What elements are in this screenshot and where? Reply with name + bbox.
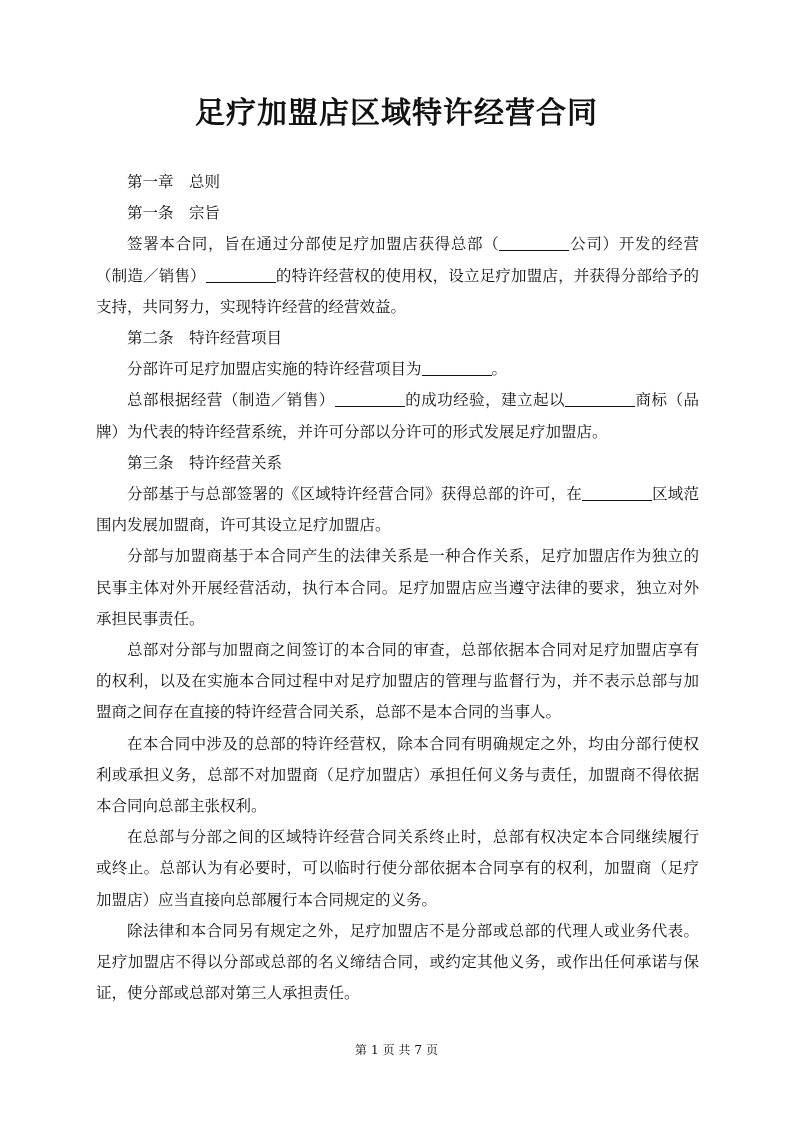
blank-line [499, 235, 569, 252]
paragraph: 签署本合同，旨在通过分部使足疗加盟店获得总部（ 公司）开发的经营（制造／销售） 的特许经营权的使用权，设立足疗加盟店，并获得分部给予的支持，共同努力，实现特许经营的经营效益。 [96, 235, 699, 316]
blank-line [335, 391, 405, 408]
article-heading: 第二条 特许经营项目 [127, 329, 283, 348]
footer-label: 页 共 [382, 1043, 411, 1057]
page-footer [0, 1040, 793, 1060]
footer-label: 页 [426, 1043, 439, 1057]
chapter-heading: 第一章 总则 [127, 173, 221, 191]
article-heading: 第一条 宗旨 [127, 204, 221, 223]
paragraph: 在本合同中涉及的总部的特许经营权，除本合同有明确规定之外，均由分部行使权利或承担义务，总部不对加盟商（足疗加盟店）承担任何义务与责任，加盟商不得依据本合同向总部主张权利。 [96, 734, 699, 816]
paragraph: 分部基于与总部签署的《区域特许经营合同》获得总部的许可，在 区域范围内发展加盟商，许可其设立足疗加盟店。 [96, 485, 699, 535]
blank-line [565, 391, 635, 408]
footer-label: 第 [354, 1043, 367, 1057]
total-pages-number: 7 [414, 1043, 423, 1057]
current-page-number: 1 [370, 1043, 379, 1057]
paragraph: 在总部与分部之间的区域特许经营合同关系终止时，总部有权决定本合同继续履行或终止。总部认为有必要时，可以临时行使分部依据本合同享有的权利，加盟商（足疗加盟店）应当直接向总部履行本合同规定的义务。 [96, 828, 699, 909]
article-heading: 第三条 特许经营关系 [127, 453, 283, 472]
document-title: 足疗加盟店区域特许经营合同 [195, 96, 598, 131]
paragraph: 分部许可足疗加盟店实施的特许经营项目为 。 [127, 360, 508, 379]
blank-line [206, 266, 276, 283]
document-body [96, 167, 699, 1009]
paragraph: 总部对分部与加盟商之间签订的本合同的审查，总部依据本合同对足疗加盟店享有的权利，以及在实施本合同过程中对足疗加盟店的管理与监督行为，并不表示总部与加盟商之间存在直接的特许经营合同关系，总部不是本合同的当事人。 [96, 641, 699, 722]
paragraph: 分部与加盟商基于本合同产生的法律关系是一种合作关系，足疗加盟店作为独立的民事主体对外开展经营活动，执行本合同。足疗加盟店应当遵守法律的要求，独立对外承担民事责任。 [96, 547, 699, 628]
paragraph: 总部根据经营（制造／销售） 的成功经验，建立起以 商标（品牌）为代表的特许经营系统，并许可分部以分许可的形式发展足疗加盟店。 [96, 391, 699, 441]
paragraph: 除法律和本合同另有规定之外，足疗加盟店不是分部或总部的代理人或业务代表。足疗加盟店不得以分部或总部的名义缔结合同，或约定其他义务，或作出任何承诺与保证，使分部或总部对第三人承担责任。 [96, 921, 699, 1003]
blank-line [422, 360, 492, 377]
blank-line [582, 485, 652, 502]
